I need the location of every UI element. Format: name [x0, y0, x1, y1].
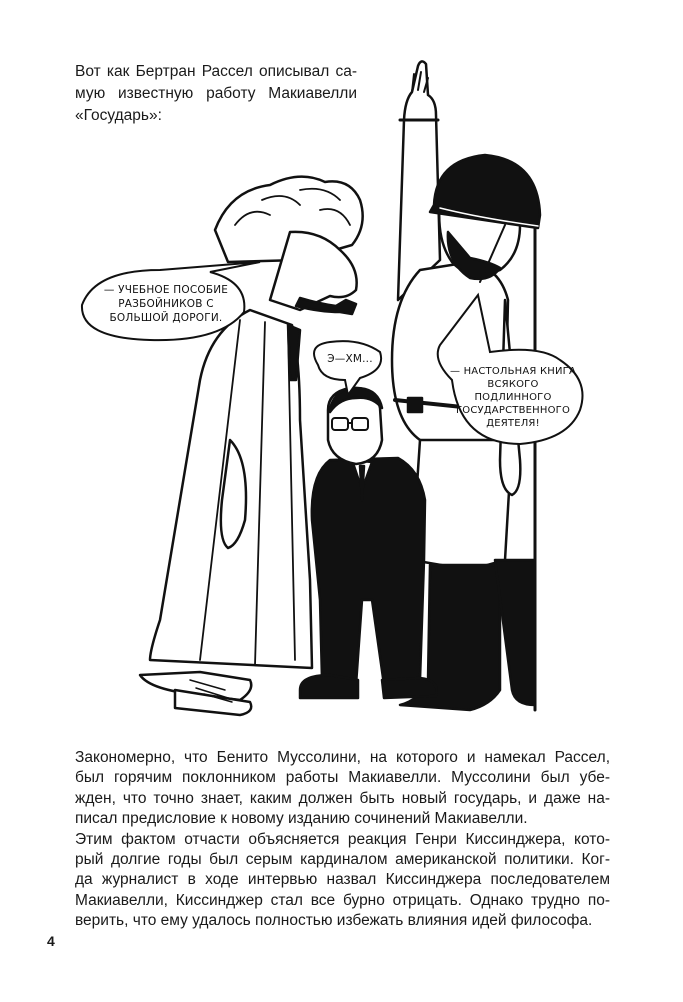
body-line: рый долгие годы был серым кардиналом американской политики. Ког-	[75, 851, 610, 869]
body-line: верить, что ему удалось полностью избежать влияния идей философа.	[75, 912, 593, 930]
bubble-line: БОЛЬШОЙ ДОРОГИ.	[109, 312, 223, 324]
bubble-line: — УЧЕБНОЕ ПОСОБИЕ	[103, 284, 229, 296]
intro-line: «Государь»:	[75, 107, 162, 124]
body-line: писал предисловие к новому изданию сочинений Макиавелли.	[75, 810, 528, 828]
bubble-line: — НАСТОЛЬНАЯ КНИГА	[449, 366, 576, 377]
intro-line: Вот как Бертран Рассел описывал са-	[75, 63, 357, 80]
russell-bubble-text	[96, 283, 236, 325]
kissinger-bubble	[314, 341, 381, 395]
intro-line: мую известную работу Макиавелли	[75, 85, 357, 102]
body-line: Этим фактом отчасти объясняется реакция Генри Киссинджера, кото-	[75, 830, 610, 848]
body-line: да журналист в ходе интервью назвал Киссинджера последователем	[75, 871, 610, 889]
body-line: был горячим поклонником работы Макиавелли. Муссолини был убе-	[75, 769, 610, 787]
bubble-line: Э—ХМ...	[327, 353, 373, 365]
bubble-line: РАЗБОЙНИКОВ С	[118, 298, 214, 310]
mussolini-bubble-text	[448, 365, 578, 430]
body-paragraph	[75, 748, 610, 932]
bubble-line: ДЕЯТЕЛЯ!	[486, 418, 540, 429]
body-line: Макиавелли, Киссинджер стал все бурно отрицать. Однако трудно по-	[75, 891, 610, 909]
bubble-line: ГОСУДАРСТВЕННОГО	[455, 405, 571, 416]
bubble-line: ВСЯКОГО ПОДЛИННОГО	[474, 379, 552, 403]
page-number: 4	[47, 933, 55, 949]
body-line: Закономерно, что Бенито Муссолини, на которого и намекал Рассел,	[75, 749, 610, 766]
kissinger-bubble-text	[320, 352, 380, 366]
body-line: жден, что точно знает, каким должен быть новый государь, и даже на-	[75, 789, 610, 807]
